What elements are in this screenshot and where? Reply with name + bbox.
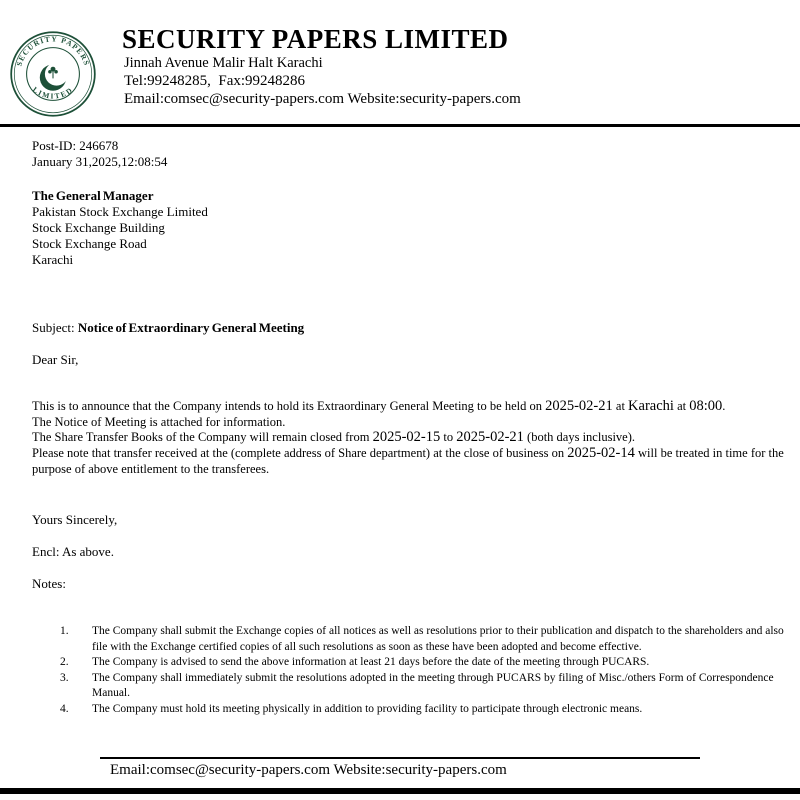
body-text: . <box>722 399 726 413</box>
meeting-place: Karachi <box>628 398 674 414</box>
letter-body <box>32 399 794 478</box>
note-number: 1. <box>60 625 69 637</box>
body-text: to <box>440 430 457 445</box>
recipient-block <box>32 188 208 268</box>
meeting-time: 08:00 <box>689 398 723 414</box>
subject-label: Subject: <box>32 320 78 335</box>
body-text: will be treated in time for the purpose of above entitlement to the transferees. <box>32 446 784 476</box>
books-closed-to-date: 2025-02-21 <box>456 429 524 446</box>
company-tel-fax: Tel:99248285, Fax:99248286 <box>124 73 306 89</box>
body-text: Please note that transfer received at the (complete address of Share department) at the close of business on <box>32 446 568 461</box>
note-item <box>60 671 792 702</box>
header-divider <box>0 124 800 127</box>
note-text: The Company shall submit the Exchange copies of all notices as well as resolutions prior to their publication and dispatch to the shareholders and also file with the Exchange certified copies of all such resolutions as soon as these have been adopted and become effective. <box>92 625 784 653</box>
recipient-line-road: Stock Exchange Road <box>32 236 147 251</box>
company-address: Jinnah Avenue Malir Halt Karachi <box>124 55 323 71</box>
seal-text-top: SECURITY PAPERS <box>14 34 92 68</box>
recipient-line-company: Pakistan Stock Exchange Limited <box>32 204 208 219</box>
body-text: at <box>673 399 690 413</box>
footer-divider <box>100 757 700 759</box>
crescent-tree-icon <box>40 62 68 90</box>
recipient-line-city: Karachi <box>32 252 74 267</box>
body-text: at <box>612 399 629 413</box>
post-id: Post-ID: 246678 <box>32 138 119 153</box>
enclosure-line: Encl: As above. <box>32 544 114 559</box>
note-number: 4. <box>60 702 69 715</box>
transfer-cutoff-date: 2025-02-14 <box>567 445 635 462</box>
note-item <box>60 702 792 718</box>
notes-list <box>60 624 792 717</box>
note-item <box>60 655 792 671</box>
company-email-website: Email:comsec@security-papers.com Website:security-papers.com <box>124 91 521 107</box>
announce-line <box>32 399 794 415</box>
body-text: The Share Transfer Books of the Company will remain closed from <box>32 430 373 445</box>
closing-sincerely: Yours Sincerely, <box>32 512 118 527</box>
bottom-border-bar <box>0 788 800 794</box>
letter-datetime: January 31,2025,12:08:54 <box>32 154 168 169</box>
notice-attached-line: The Notice of Meeting is attached for information. <box>32 414 286 429</box>
books-closed-from-date: 2025-02-15 <box>372 429 441 446</box>
company-name: SECURITY PAPERS LIMITED <box>122 24 509 54</box>
note-text: The Company must hold its meeting physically in addition to providing facility to participate through electronic means. <box>92 702 643 715</box>
body-text: This is to announce that the Company intends to hold its Extraordinary General Meeting to be held on <box>32 399 546 413</box>
footer-email-website: Email:comsec@security-papers.com Website:security-papers.com <box>110 762 507 778</box>
svg-text:SECURITY PAPERS <box>15 34 92 67</box>
transfer-deadline-line <box>32 446 794 477</box>
seal-text-bottom: LIMITED <box>30 84 76 101</box>
note-text: The Company shall immediately submit the resolutions adopted in the meeting through PUCARS by filing of Misc./others Form of Correspondence Manual. <box>92 671 774 699</box>
body-text: (both days inclusive). <box>523 430 635 445</box>
salutation: Dear Sir, <box>32 352 79 367</box>
note-number: 2. <box>60 656 69 668</box>
recipient-name: The General Manager <box>32 188 154 203</box>
note-item <box>60 624 792 655</box>
note-number: 3. <box>60 671 69 684</box>
notes-heading: Notes: <box>32 576 66 591</box>
subject-line <box>32 320 304 336</box>
meeting-date: 2025-02-21 <box>545 398 613 414</box>
note-text: The Company is advised to send the above information at least 21 days before the date of the meeting through PUCARS. <box>92 656 650 668</box>
subject-text: Notice of Extraordinary General Meeting <box>77 320 305 335</box>
company-seal-logo <box>9 30 97 118</box>
books-closed-line <box>32 430 794 446</box>
recipient-line-building: Stock Exchange Building <box>32 220 165 235</box>
